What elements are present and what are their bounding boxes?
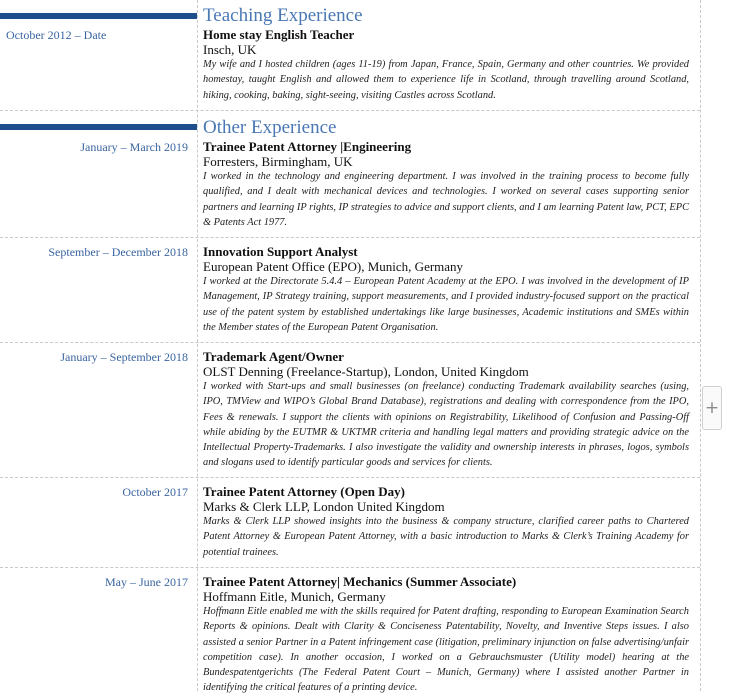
experience-entry xyxy=(203,244,689,335)
table-divider-right xyxy=(700,0,701,691)
entry-org: Hoffmann Eitle, Munich, Germany xyxy=(203,589,386,604)
experience-entry xyxy=(203,574,689,696)
entry-org: OLST Denning (Freelance-Startup), London, United Kingdom xyxy=(203,364,529,379)
entry-description: Hoffmann Eitle enabled me with the skills required for Patent drafting, responding to European Examination Search Reports & opinions. Dealt with Clarity & Conciseness Patentability, Novelty, and Inventive Steps issues. I also assisted a senior Partner in a Patent infringement case (litigation, preliminary injunction on false advertising/unfair competition case). In another occasion, I worked on a Gebrauchsmuster (Utility model) hearing at the Bundespatentgerichts (The Federal Patent Court – Munich, Germany) where I assisted another Partner in identifying the critical features of a printing device. xyxy=(203,606,689,694)
entry-date: September – December 2018 xyxy=(48,245,188,259)
experience-entry xyxy=(203,139,689,230)
entry-date: May – June 2017 xyxy=(105,575,188,589)
entry-role: Trademark Agent/Owner xyxy=(203,349,344,364)
row-separator xyxy=(0,567,700,568)
entry-role: Trainee Patent Attorney (Open Day) xyxy=(203,484,405,499)
entry-org: European Patent Office (EPO), Munich, Germany xyxy=(203,259,464,274)
entry-org: Marks & Clerk LLP, London United Kingdom xyxy=(203,499,445,514)
entry-date: January – September 2018 xyxy=(60,350,188,364)
entry-description: Marks & Clerk LLP showed insights into the business & company structure, clarified career paths to Chartered Patent Attorney & European Patent Attorney, with a basic introduction to Marks & Clerk’s Training Academy for potential trainees. xyxy=(203,516,689,558)
section-bar-other xyxy=(0,124,197,130)
row-separator xyxy=(0,110,700,111)
entry-description: I worked with Start-ups and small businesses (on freelance) conducting Trademark availability searches (using, IPO, TMView and WIPO’s Global Brand Database), registrations and dealing with correspondence from the IPO, Fees & renewals. I support the clients with opinions on Registrability, Likelihood of Confusion and Passing-Off while abiding by the EUTMR & UKTMR criteria and handling legal matters and providing strategic advice on the Intellectual Property-Trademarks. I also investigate the validity and ownership interests in phrases, logos, symbols and slogans used to identify particular goods and services for clients. xyxy=(203,381,689,469)
row-separator xyxy=(0,237,700,238)
row-separator xyxy=(0,477,700,478)
entry-role: Home stay English Teacher xyxy=(203,27,355,42)
entry-org: Insch, UK xyxy=(203,42,257,57)
entry-description: My wife and I hosted children (ages 11-19) from Japan, France, Spain, Germany and other countries. We provided homestay, taught English and allowed them to experience life in Scotland, through travelling around Scotland, hiking, cooking, baking, sight-seeing, visiting Castles across Scotland. xyxy=(203,59,689,101)
entry-org: Forresters, Birmingham, UK xyxy=(203,154,353,169)
entry-date: January – March 2019 xyxy=(80,140,188,154)
table-divider-left xyxy=(197,0,198,691)
section-title-teaching: Teaching Experience xyxy=(203,5,363,26)
entry-role: Trainee Patent Attorney| Mechanics (Summer Associate) xyxy=(203,574,517,589)
experience-entry xyxy=(203,27,689,103)
entry-date: October 2017 xyxy=(122,485,188,499)
entry-role: Innovation Support Analyst xyxy=(203,244,358,259)
entry-description: I worked in the technology and engineering department. I was involved in the training process to become fully qualified, and I dealt with mechanical devices and technologies. I worked on several cases supporting senior partners and learning IP rights, IP strategies to advice and support clients, and I am learning Patent law, PCT, EPC & Patents Act 1977. xyxy=(203,171,689,228)
experience-entry xyxy=(203,349,689,471)
entry-date: October 2012 – Date xyxy=(6,28,107,42)
entry-description: I worked at the Directorate 5.4.4 – European Patent Academy at the EPO. I was involved in the development of IP Management, IP Strategy training, support measurements, and I provided industry-focused support on the practical use of the patent system by established undertakings like large businesses, Academic institutions and SMEs within the Member states of the European Patent Organisation. xyxy=(203,276,689,333)
section-title-other: Other Experience xyxy=(203,117,337,138)
entry-role: Trainee Patent Attorney |Engineering xyxy=(203,139,412,154)
experience-entry xyxy=(203,484,689,560)
add-row-button[interactable]: + xyxy=(702,386,722,430)
section-bar-teaching xyxy=(0,13,197,19)
row-separator xyxy=(0,342,700,343)
